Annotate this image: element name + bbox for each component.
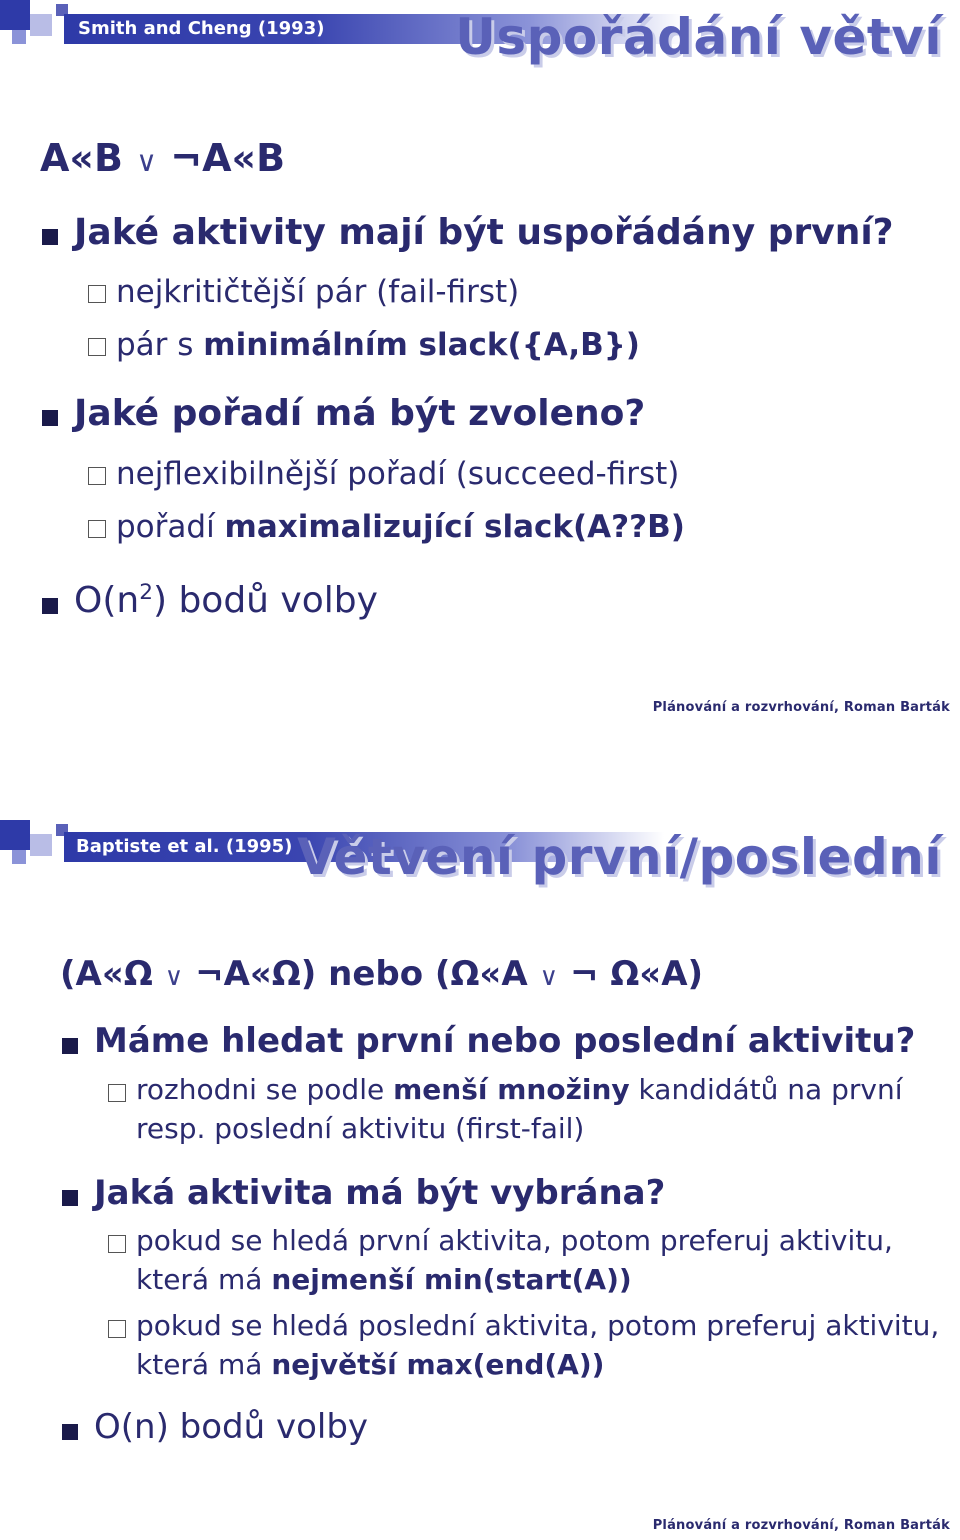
square-bullet bbox=[62, 1038, 78, 1054]
hollow-bullet bbox=[108, 1084, 126, 1102]
question-activities: Jaké aktivity mají být uspořádány první? bbox=[74, 212, 894, 253]
ordering-formula bbox=[40, 136, 285, 180]
header-square-decoration bbox=[30, 14, 52, 36]
slide-footer: Plánování a rozvrhování, Roman Barták bbox=[652, 700, 950, 715]
list-item: rozhodni se podle menší množiny kandidátů na první bbox=[136, 1073, 903, 1106]
square-bullet bbox=[62, 1424, 78, 1440]
or-symbol: ∨ bbox=[164, 962, 184, 992]
hollow-bullet bbox=[108, 1235, 126, 1253]
formula-part: A«B bbox=[40, 136, 123, 180]
list-item-continuation: která má nejmenší min(start(A)) bbox=[136, 1263, 632, 1296]
author-year: (1995) bbox=[225, 836, 293, 857]
hollow-bullet bbox=[88, 520, 106, 538]
hollow-bullet bbox=[88, 285, 106, 303]
complexity-note: O(n) bodů volby bbox=[94, 1407, 369, 1447]
slide-footer: Plánování a rozvrhování, Roman Barták bbox=[652, 1518, 950, 1533]
header-square-decoration bbox=[12, 30, 26, 44]
header-square-decoration bbox=[0, 0, 30, 30]
author-year: (1993) bbox=[257, 18, 325, 39]
slide-title: Větvení první/poslední bbox=[297, 828, 942, 886]
hollow-bullet bbox=[88, 338, 106, 356]
header-square-decoration bbox=[12, 850, 26, 864]
formula-part: ¬A«B bbox=[170, 136, 286, 180]
square-bullet bbox=[42, 410, 58, 426]
square-bullet bbox=[42, 598, 58, 614]
slide-title: Uspořádání větví bbox=[455, 8, 942, 66]
header-square-decoration bbox=[0, 820, 30, 850]
author-citation bbox=[76, 836, 292, 857]
slide-2 bbox=[0, 770, 960, 1540]
branching-formula: (A«Ω ∨ ¬A«Ω) nebo (Ω«A ∨ ¬ Ω«A) bbox=[60, 954, 704, 994]
author-name: Baptiste et al. bbox=[76, 836, 220, 857]
list-item: pokud se hledá první aktivita, potom preferuj aktivitu, bbox=[136, 1224, 893, 1257]
list-item: nejkritičtější pár (fail-first) bbox=[116, 274, 520, 310]
list-item: pár s minimálním slack({A,B}) bbox=[116, 327, 640, 363]
list-item-continuation: resp. poslední aktivitu (first-fail) bbox=[136, 1112, 585, 1145]
or-symbol: ∨ bbox=[539, 962, 559, 992]
hollow-bullet bbox=[108, 1320, 126, 1338]
square-bullet bbox=[62, 1190, 78, 1206]
header-square-decoration bbox=[30, 834, 52, 856]
list-item-continuation: která má největší max(end(A)) bbox=[136, 1348, 605, 1381]
question-which-activity: Jaká aktivita má být vybrána? bbox=[94, 1173, 666, 1213]
author-name: Smith and Cheng bbox=[78, 18, 252, 39]
square-bullet bbox=[42, 229, 58, 245]
or-symbol: ∨ bbox=[136, 145, 158, 178]
list-item: nejflexibilnější pořadí (succeed-first) bbox=[116, 456, 680, 492]
list-item: pokud se hledá poslední aktivita, potom preferuj aktivitu, bbox=[136, 1309, 940, 1342]
complexity-note: $O(n^2)$ bodů volby bbox=[74, 580, 378, 621]
list-item: pořadí maximalizující slack(A??B) bbox=[116, 509, 685, 545]
hollow-bullet bbox=[88, 467, 106, 485]
question-order: Jaké pořadí má být zvoleno? bbox=[74, 393, 646, 434]
question-first-last: Máme hledat první nebo poslední aktivitu? bbox=[94, 1021, 916, 1061]
author-citation bbox=[78, 18, 324, 39]
